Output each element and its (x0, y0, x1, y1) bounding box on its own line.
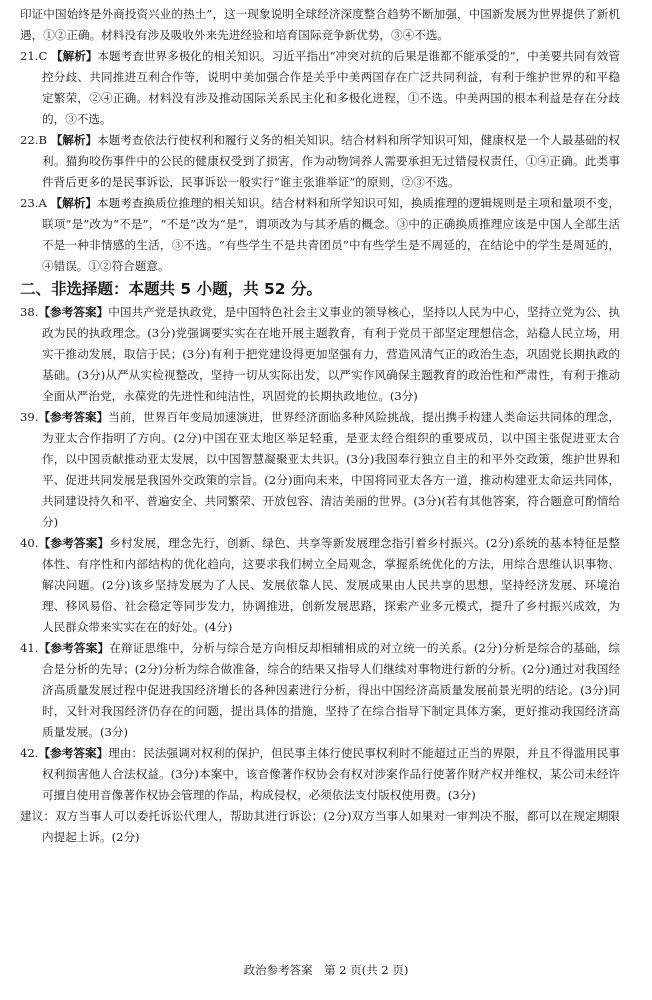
answer-42-number: 42. (20, 746, 39, 760)
answer-42-advice (20, 806, 620, 848)
answer-22 (20, 130, 620, 193)
answer-38-number: 38. (20, 305, 39, 319)
answer-42-advice-text: 建议：双方当事人可以委托诉讼代理人，帮助其进行诉讼；(2分)双方当事人如果对一审判决不服，都可以在规定期限内提起上诉。(2分) (20, 809, 620, 844)
answer-39-tag: 【参考答案】 (38, 410, 109, 424)
answer-23-text: 本题考查换质位推理的相关知识。结合材料和所学知识可知，换质推理的逻辑规则是主项和量项不变，联项“是”改为“不是”，“不是”改为“是”，谓项改为与其矛盾的概念。③中的正确换质推理应该是中国人全部生活不是一种非情感的生活，③不选。“有些学生不是共青团员”中有些学生是不周延的，在结论中的学生是周延的，④错误。①②符合题意。 (42, 196, 620, 273)
answer-38-text: 中国共产党是执政党，是中国特色社会主义事业的领导核心，坚持以人民为中心，坚持立党为公、执政为民的执政理念。(3分)党强调要实实在在地开展主题教育，有利于党员干部坚定理想信念，站稳人民立场，用实干推动发展，取信于民；(3分)有利于把党建设得更加坚强有力，营造风清气正的政治生态，巩固党长期执政的基础。(3分)从严从实检视整改，坚持一切从实际出发，以严实作风确保主题教育的政治性和严肃性，有利于推动全面从严治党，永葆党的先进性和纯洁性，巩固党的长期执政地位。(3分) (42, 305, 620, 403)
answer-39 (20, 407, 620, 533)
answer-21-text: 本题考查世界多极化的相关知识。习近平指出“冲突对抗的后果是谁都不能承受的”，中美要共同有效管控分歧、共同推进互利合作等，说明中美加强合作是关乎中美两国存在广泛共同利益，有利于维护世界的和平稳定繁荣，②④正确。材料没有涉及推动国际关系民主化和多极化进程，①不选。中美两国的根本利益是存在分歧的，③不选。 (42, 49, 620, 126)
answer-38 (20, 302, 620, 407)
section-title: 二、非选择题：本题共 5 小题，共 52 分。 (20, 280, 322, 298)
answer-40-tag: 【参考答案】 (38, 536, 110, 550)
answer-41-text: 在辩证思维中，分析与综合是方向相反却相辅相成的对立统一的关系。(2分)分析是综合的基础，综合是分析的先导；(2分)分析为综合做准备，综合的结果又指导人们继续对事物进行新的分析。(2分)通过对我国经济高质量发展过程中促进我国经济增长的各种因素进行分析，得出中国经济高质量发展前景光明的结论。(3分)同时，又针对我国经济仍存在的问题，提出具体的措施，坚持了在综合指导下制定具体方案，更好推动我国经济高质量发展。(3分) (42, 641, 620, 739)
answer-23 (20, 193, 620, 277)
answer-22-number: 22.B (20, 133, 47, 147)
answer-22-tag: 【解析】 (50, 133, 98, 147)
answer-21-number: 21.C (20, 49, 48, 63)
answer-42 (20, 743, 620, 806)
answer-41-number: 41. (20, 641, 39, 655)
answer-41-tag: 【参考答案】 (38, 641, 110, 655)
answer-40-text: 乡村发展，理念先行，创新、绿色、共享等新发展理念指引着乡村振兴。(2分)系统的基本特征是整体性、有序性和内部结构的优化趋向，这要求我们树立全局观念，掌握系统优化的方法，用综合思维认识事物、解决问题。(2分)该乡坚持发展为了人民、发展依靠人民、发展成果由人民共享的思想，坚持经济发展、环境治理、移风易俗、社会稳定等同步发力，协调推进，创新发展思路，探索产业多元模式，提升了乡村振兴成效，为人民群众带来实实在在的好处。(4分) (42, 536, 620, 634)
answer-21 (20, 46, 620, 130)
answer-40 (20, 533, 620, 638)
answer-39-text: 当前，世界百年变局加速演进，世界经济面临多种风险挑战，提出携手构建人类命运共同体的理念，为亚太合作指明了方向。(2分)中国在亚太地区举足轻重，是亚太经合组织的重要成员，以中国主张促进亚太合作，以中国贡献推动亚太发展，以中国智慧凝聚亚太共识。(3分)我国奉行独立自主的和平外交政策，维护世界和平、促进共同发展是我国外交政策的宗旨。(2分)面向未来，中国将同亚太各方一道，推动构建亚太命运共同体，共同建设持久和平、普遍安全、共同繁荣、开放包容、清洁美丽的世界。(3分)(若有其他答案，符合题意可酌情给分) (42, 410, 620, 529)
answer-40-number: 40. (20, 536, 39, 550)
answer-22-text: 本题考查依法行使权利和履行义务的相关知识。结合材料和所学知识可知，健康权是一个人最基础的权利。猫狗咬伤事件中的公民的健康权受到了损害，作为动物饲养人需要承担无过错侵权责任，①④正确。此类事件背后更多的是民事诉讼，民事诉讼一般实行“谁主张谁举证”的原则，②③不选。 (42, 133, 620, 189)
continued-paragraph: 印证中国始终是外商投资兴业的热土”，这一现象说明全球经济深度整合趋势不断加强，中国新发展为世界提供了新机遇，①②正确。材料没有涉及吸收外来先进经验和培育国际竞争新优势，③④不选。 (20, 7, 620, 42)
answer-23-tag: 【解析】 (50, 196, 98, 210)
answer-21-tag: 【解析】 (51, 49, 98, 63)
answer-42-text: 理由：民法强调对权利的保护，但民事主体行使民事权利时不能超过正当的界限，并且不得滥用民事权利损害他人合法权益。(3分)本案中，该音像著作权协会有权对涉案作品行使著作财产权并维权，某公司未经许可擅自使用音像著作权协会管理的作品，构成侵权，必须依法支付版权使用费。(3分) (42, 746, 620, 802)
answer-42-tag: 【参考答案】 (38, 746, 109, 760)
answer-39-number: 39. (20, 410, 39, 424)
answer-23-number: 23.A (20, 196, 47, 210)
answer-41 (20, 638, 620, 743)
page-footer: 政治参考答案 第 2 页(共 2 页) (243, 963, 409, 977)
answer-38-tag: 【参考答案】 (38, 305, 109, 319)
